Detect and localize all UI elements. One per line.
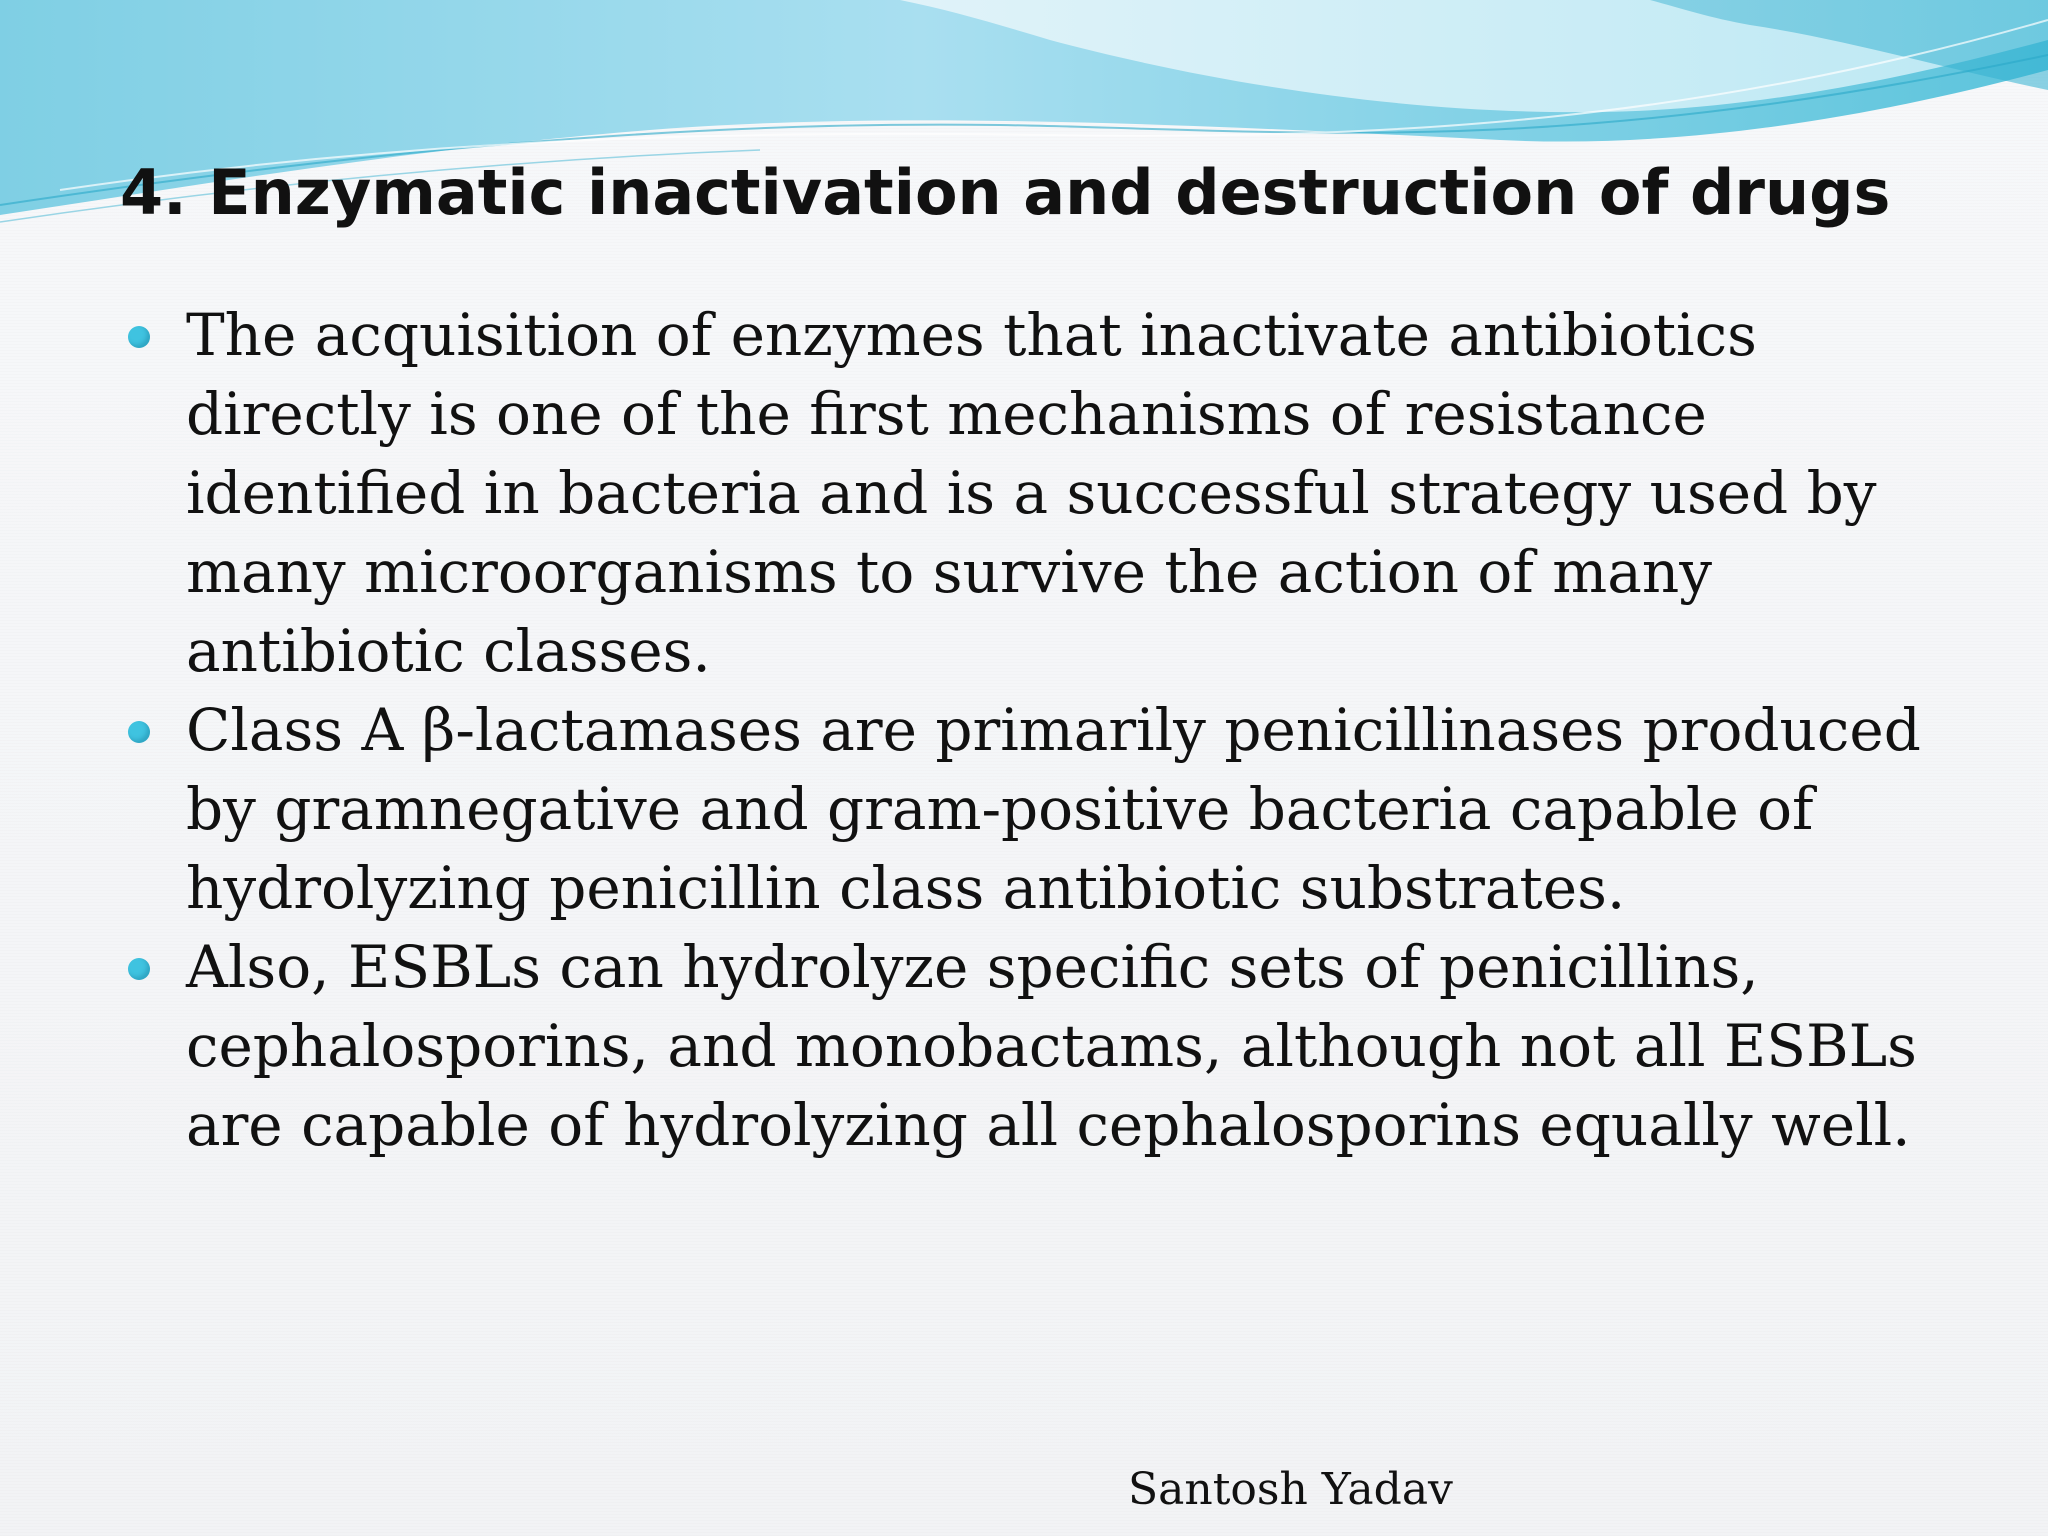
- bullet-item: [186, 928, 1946, 1165]
- bullet-dot-icon: [128, 326, 150, 348]
- bullet-item: [186, 296, 1946, 691]
- slide-title: 4. Enzymatic inactivation and destruction of drugs: [120, 156, 1891, 229]
- bullet-text: Also, ESBLs can hydrolyze specific sets of penicillins, cephalosporins, and monobactams, although not all ESBLs are capable of hydrolyzing all cephalosporins equally well.: [186, 933, 1917, 1159]
- bullet-text: Class A β-lactamases are primarily penicillinases produced by gramnegative and gram-positive bacteria capable of hydrolyzing penicillin class antibiotic substrates.: [186, 696, 1921, 922]
- bullet-dot-icon: [128, 958, 150, 980]
- author-footer: Santosh Yadav: [1128, 1464, 1453, 1515]
- bullet-text: The acquisition of enzymes that inactivate antibiotics directly is one of the first mechanisms of resistance identified in bacteria and is a successful strategy used by many microorganisms to survive the action of many antibiotic classes.: [186, 301, 1877, 685]
- bullet-dot-icon: [128, 721, 150, 743]
- bullet-list: [186, 296, 1946, 1165]
- bullet-item: [186, 691, 1946, 928]
